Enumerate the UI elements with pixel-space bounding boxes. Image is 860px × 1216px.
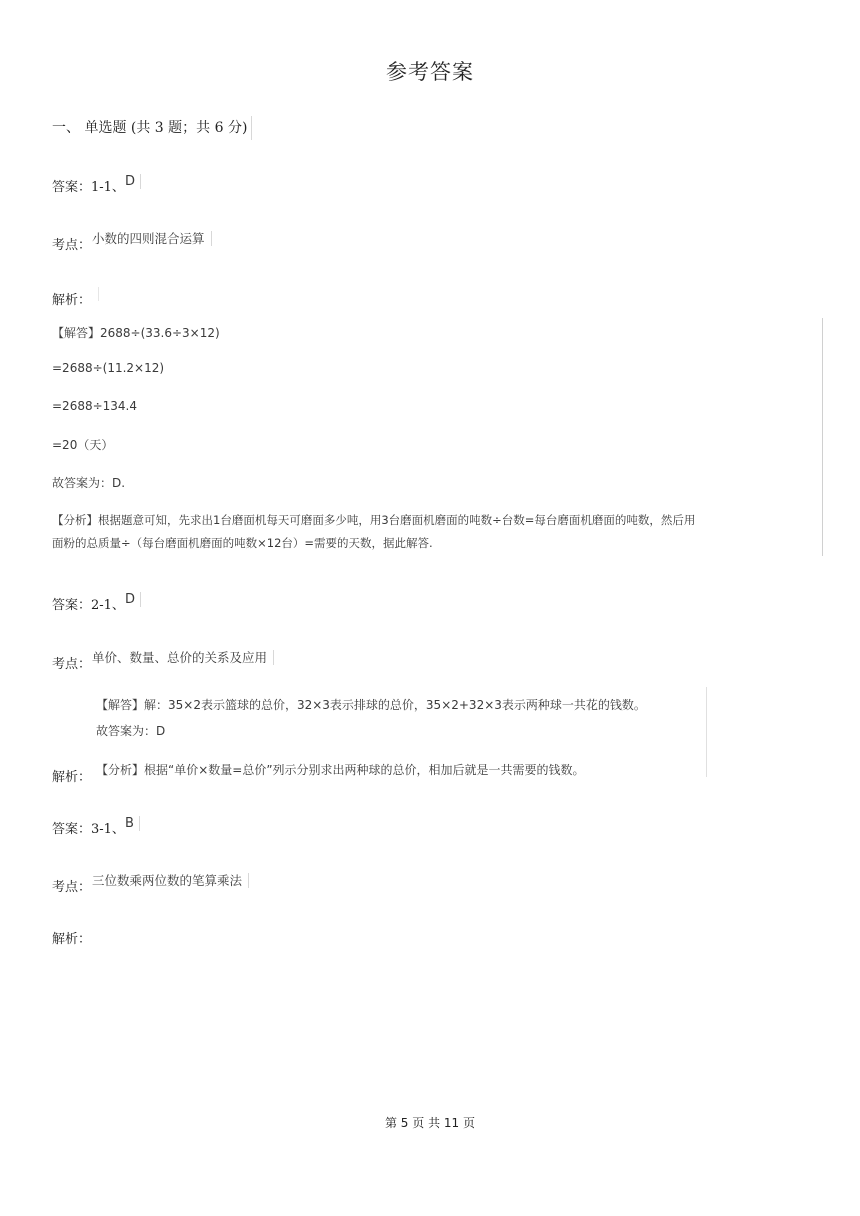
q2-analysis-line: 【分析】根据“单价×数量=总价”列示分别求出两种球的总价，相加后就是一共需要的钱数。 <box>96 763 585 777</box>
q1-kaodian-label: 考点： <box>52 238 92 253</box>
q1-analysis-line: 【分析】根据题意可知，先求出1台磨面机每天可磨面多少吨，用3台磨面机磨面的吨数÷台数=每台磨面机磨面的吨数，然后用 <box>52 513 696 527</box>
page-footer <box>0 1114 860 1131</box>
q1-analysis-line: =2688÷(11.2×12) <box>52 361 165 375</box>
q2-jiexi-label: 解析： <box>52 770 92 785</box>
section-heading: 一、 单选题 (共 3 题；共 6 分) <box>52 116 252 140</box>
q3-jiexi-label: 解析： <box>52 932 92 947</box>
q1-analysis-line: 故答案为：D. <box>52 476 126 490</box>
q1-analysis-block <box>50 318 823 556</box>
q1-analysis-line: =2688÷134.4 <box>52 399 138 413</box>
q1-answer-label: 答案：1-1、 <box>52 180 125 195</box>
q1-kaodian-value: 小数的四则混合运算 <box>91 231 212 246</box>
footer-suffix: 页 <box>463 1116 476 1130</box>
footer-total-pages: 11 <box>443 1116 460 1130</box>
q3-kaodian-row <box>52 873 249 898</box>
q2-kaodian-label: 考点： <box>52 657 92 672</box>
q2-analysis-line: 故答案为：D <box>96 724 166 738</box>
footer-page-number: 5 <box>400 1116 409 1130</box>
q1-jiexi-divider <box>98 287 99 301</box>
q2-kaodian-row <box>52 650 274 675</box>
q1-analysis-line: =20（天） <box>52 438 114 452</box>
q3-kaodian-label: 考点： <box>52 880 92 895</box>
q2-answer-row <box>52 594 141 617</box>
footer-middle: 页 共 <box>412 1116 441 1130</box>
q2-answer-label: 答案：2-1、 <box>52 598 125 613</box>
q1-answer-row <box>52 176 141 199</box>
q1-jiexi-label: 解析： <box>52 293 92 308</box>
q3-answer-label: 答案：3-1、 <box>52 822 125 837</box>
q1-answer-value: D <box>125 174 141 189</box>
footer-prefix: 第 <box>384 1116 397 1130</box>
q2-analysis-line: 【解答】解：35×2表示篮球的总价，32×3表示排球的总价，35×2+32×3表示两种球一共花的钱数。 <box>96 698 646 712</box>
q2-analysis-block <box>94 687 707 777</box>
q3-answer-row <box>52 818 140 841</box>
q3-answer-value: B <box>125 816 140 831</box>
q1-analysis-line: 面粉的总质量÷（每台磨面机磨面的吨数×12台）=需要的天数，据此解答. <box>52 536 433 550</box>
q3-kaodian-value: 三位数乘两位数的笔算乘法 <box>91 873 249 888</box>
q1-kaodian-row <box>52 231 212 256</box>
q2-kaodian-value: 单价、数量、总价的关系及应用 <box>91 650 274 665</box>
q1-analysis-line: 【解答】2688÷(33.6÷3×12) <box>52 326 220 340</box>
q2-answer-value: D <box>125 592 141 607</box>
page-title: 参考答案 <box>386 60 474 84</box>
